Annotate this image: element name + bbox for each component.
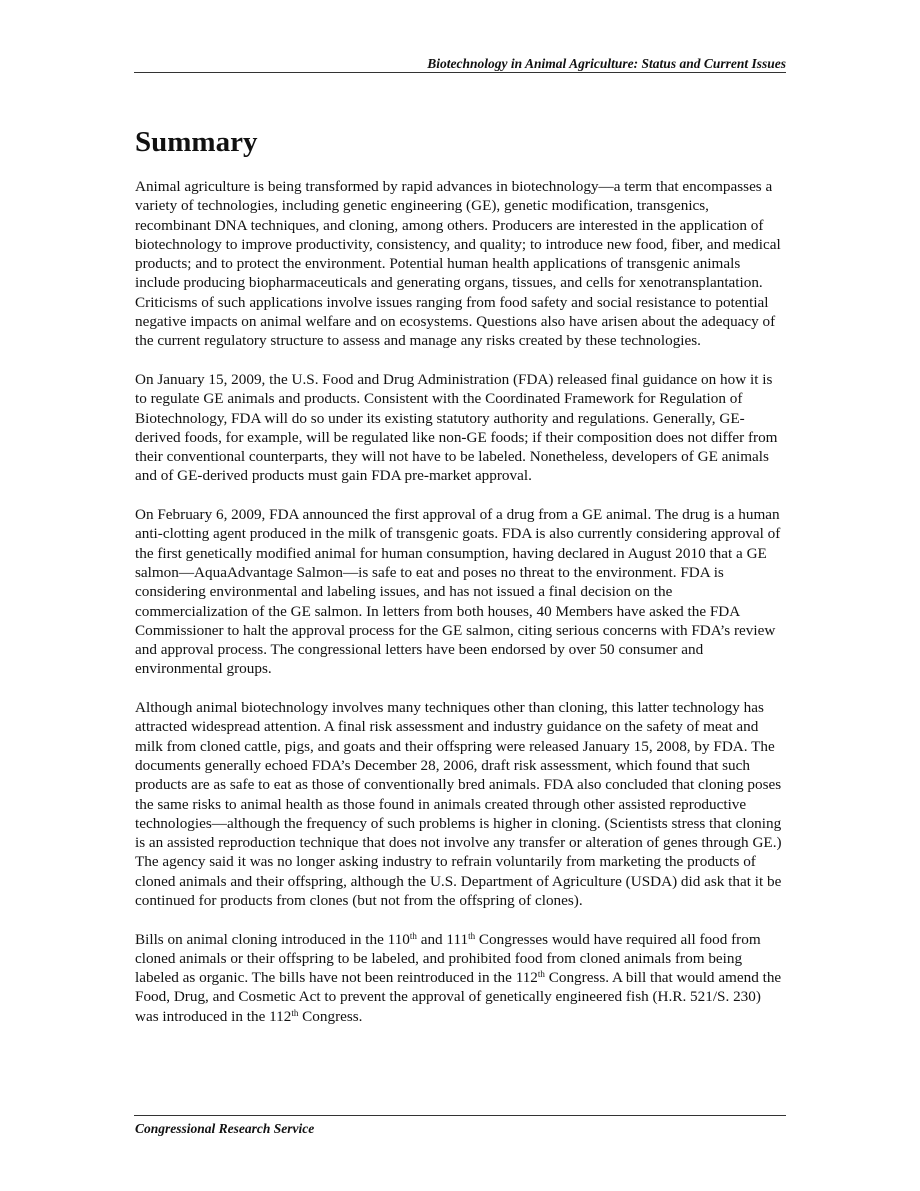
paragraph-legislation [135, 930, 787, 1026]
text-segment: Congress. [298, 1007, 363, 1025]
text-segment: Congress. A bill that would amend the Food, Drug, and Cosmetic Act to prevent the approval of genetically engineered fish (H.R. 521/S. 230) was introduced in the 112 [135, 969, 782, 1025]
page-title: Summary [135, 126, 258, 158]
text-segment: Congresses would have required all food from cloned animals or their offspring to be labeled, and prohibited food from cloned animals from being labeled as organic. The bills have not been reintroduced in the 112 [135, 930, 761, 987]
ordinal-suffix: th [291, 1007, 299, 1018]
paragraph-cloning: Although animal biotechnology involves many techniques other than cloning, this latter technology has attracted widespread attention. A final risk assessment and industry guidance on the safety of meat and milk from cloned cattle, pigs, and goats and their offspring were released January 15, 2008, by FDA. The documents generally echoed FDA’s December 28, 2006, draft risk assessment, which found that such products are as safe to eat as those of conventionally bred animals. FDA also concluded that cloning poses the same risks to animal health as those found in animals created through other assisted reproductive technologies—although the frequency of such problems is higher in cloning. (Scientists stress that cloning is an assisted reproduction technique that does not involve any transfer or alteration of genes through GE.) The agency said it was no longer asking industry to refrain voluntarily from marketing the products of cloned animals and their offspring, although the U.S. Department of Agriculture (USDA) did ask that it be continued for products from clones (but not from the offspring of clones). [135, 699, 782, 909]
running-footer: Congressional Research Service [135, 1121, 315, 1136]
paragraph-overview: Animal agriculture is being transformed by rapid advances in biotechnology—a term that encompasses a variety of technologies, including genetic engineering (GE), genetic modification, transgenics, recombinant DNA techniques, and cloning, among others. Producers are interested in the application of biotechnology to improve productivity, consistency, and quality; to introduce new food, fiber, and medical products; and to protect the environment. Potential human health applications of transgenic animals include producing biopharmaceuticals and generating organs, tissues, and cells for xenotransplantation. Criticisms of such applications involve issues ranging from food safety and social resistance to potential negative impacts on animal welfare and on ecosystems. Questions also have arisen about the adequacy of the current regulatory structure to assess and manage any risks created by these technologies. [135, 178, 781, 350]
text-segment: Bills on animal cloning introduced in the 110 [135, 930, 410, 948]
ordinal-suffix: th [537, 969, 545, 980]
running-header: Biotechnology in Animal Agriculture: Status and Current Issues [427, 56, 786, 71]
paragraph-fda-guidance: On January 15, 2009, the U.S. Food and Drug Administration (FDA) released final guidance on how it is to regulate GE animals and products. Consistent with the Coordinated Framework for Regulation of Biotechnology, FDA will do so under its existing statutory authority and regulations. Generally, GE-derived foods, for example, will be regulated like non-GE foods; if their composition does not differ from their conventional counterparts, they will not have to be labeled. Nonetheless, developers of GE animals and of GE-derived products must gain FDA pre-market approval. [135, 370, 778, 485]
footer-divider [134, 1115, 786, 1116]
summary-body [135, 177, 787, 1045]
ordinal-suffix: th [409, 930, 417, 941]
ordinal-suffix: th [468, 930, 476, 941]
header-divider [134, 72, 786, 73]
text-segment: and 111 [416, 930, 469, 948]
paragraph-ge-approvals: On February 6, 2009, FDA announced the first approval of a drug from a GE animal. The drug is a human anti-clotting agent produced in the milk of transgenic goats. FDA is also currently considering approval of the first genetically modified animal for human consumption, having declared in August 2010 that a GE salmon—AquaAdvantage Salmon—is safe to eat and poses no threat to the environment. FDA is considering environmental and labeling issues, and has not issued a final decision on the commercialization of the GE salmon. In letters from both houses, 40 Members have asked the FDA Commissioner to halt the approval process for the GE salmon, citing serious concerns with FDA’s review and approval process. The congressional letters have been endorsed by over 50 consumer and environmental groups. [135, 506, 781, 678]
